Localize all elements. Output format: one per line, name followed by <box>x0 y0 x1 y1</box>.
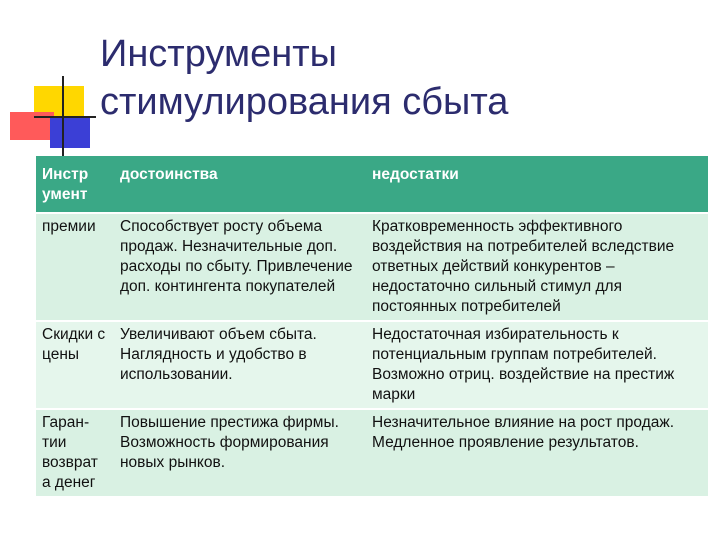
title-line-1: Инструменты <box>100 33 337 75</box>
cell-advantages: Увеличивают объем сбыта. Наглядность и удобство в использовании. <box>114 321 366 409</box>
header-advantages: достоинства <box>114 156 366 213</box>
cell-advantages: Повышение престижа фирмы. Возможность формирования новых рынков. <box>114 409 366 496</box>
cell-instrument: премии <box>36 213 114 321</box>
header-disadvantages: недостатки <box>366 156 708 213</box>
cell-advantages: Способствует росту объема продаж. Незначительные доп. расходы по сбыту. Привлечение доп. контингента покупателей <box>114 213 366 321</box>
table-row <box>36 213 708 321</box>
table-row <box>36 321 708 409</box>
cell-instrument: Гаран-тии возврат а денег <box>36 409 114 496</box>
slide-title <box>100 30 508 126</box>
title-line-2: стимулирования сбыта <box>100 81 509 123</box>
table-row <box>36 409 708 496</box>
comparison-table <box>36 156 708 496</box>
decor-horizontal-line <box>34 116 96 118</box>
cell-instrument: Скидки с цены <box>36 321 114 409</box>
cell-disadvantages: Незначительное влияние на рост продаж. Медленное проявление результатов. <box>366 409 708 496</box>
cell-disadvantages: Кратковременность эффективного воздействия на потребителей вследствие ответных действий конкурентов – недостаточно сильный стимул для постоянных потребителей <box>366 213 708 321</box>
cell-disadvantages: Недостаточная избирательность к потенциальным группам потребителей. Возможно отриц. воздействие на престиж марки <box>366 321 708 409</box>
table-header-row <box>36 156 708 213</box>
header-instrument: Инстр умент <box>36 156 114 213</box>
decor-blue-square <box>50 118 90 148</box>
